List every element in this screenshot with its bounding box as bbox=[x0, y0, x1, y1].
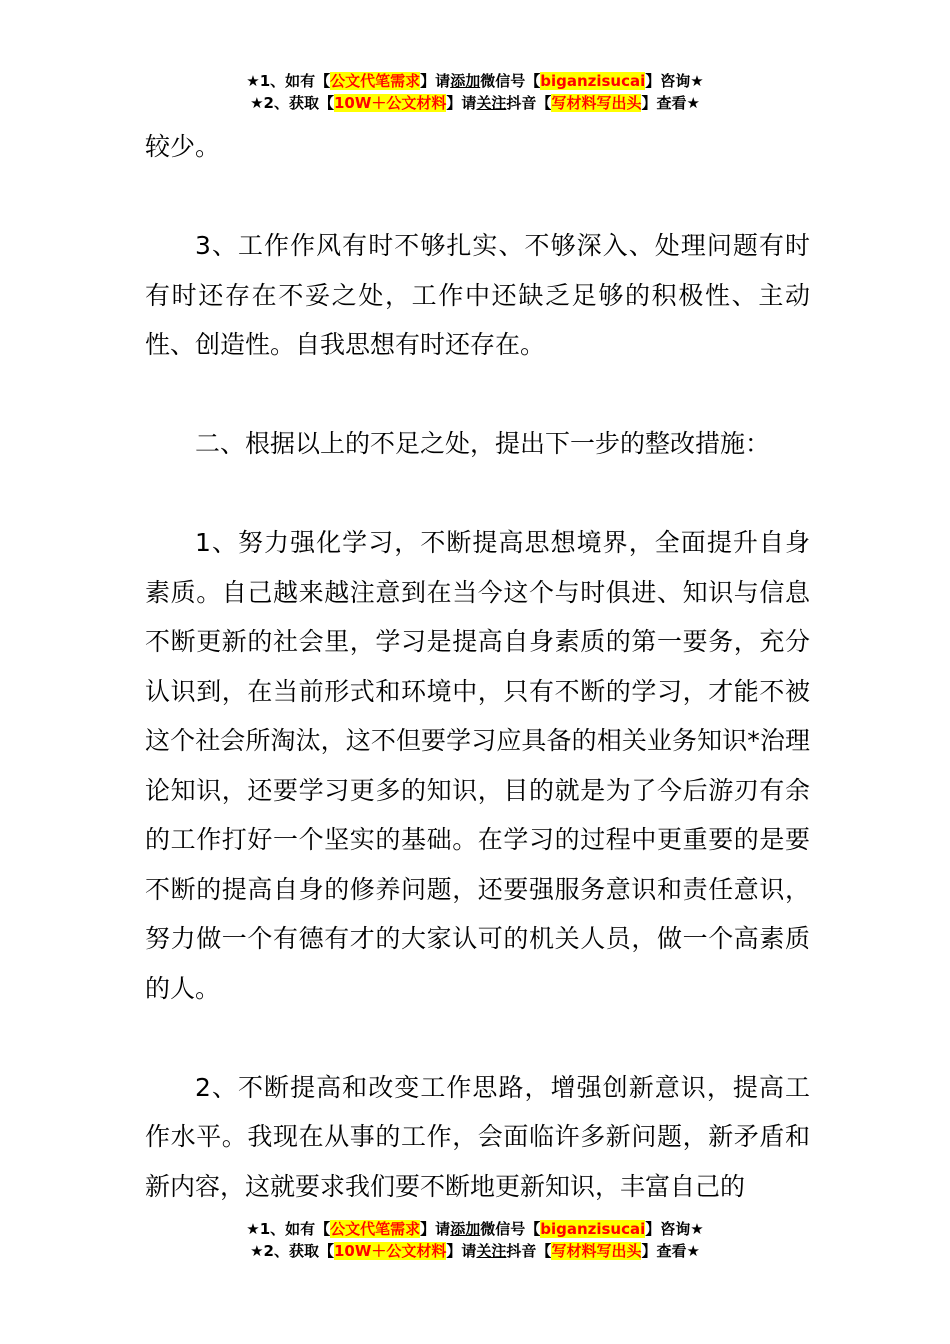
document-body bbox=[145, 122, 810, 1211]
banner-text: 】咨询★ bbox=[645, 1220, 704, 1238]
banner-text: ★1、如有【 bbox=[246, 72, 331, 90]
section-heading: 二、根据以上的不足之处，提出下一步的整改措施： bbox=[195, 429, 771, 458]
banner-text: 】查看★ bbox=[641, 1242, 700, 1260]
banner-text: 关注 bbox=[476, 94, 507, 112]
paragraph-continuation: 较少。 bbox=[145, 132, 221, 161]
highlight-materials: 10W＋公文材料 bbox=[333, 1242, 447, 1260]
paragraph-measure-2: 2、不断提高和改变工作思路，增强创新意识，提高工作水平。我现在从事的工作，会面临许多新问题，新矛盾和新内容，这就要求我们要不断地更新知识，丰富自己的 bbox=[145, 1072, 810, 1201]
paragraph-item-3: 3、工作作风有时不够扎实、不够深入、处理问题有时有时还存在不妥之处，工作中还缺乏足够的积极性、主动性、创造性。自我思想有时还存在。 bbox=[145, 231, 810, 359]
paragraph-measure-1: 1、努力强化学习，不断提高思想境界，全面提升自身素质。自己越来越注意到在当今这个与时俱进、知识与信息不断更新的社会里，学习是提高自身素质的第一要务，充分认识到，在当前形式和环境中，只有不断的学习，才能不被这个社会所淘汰，这不但要学习应具备的相关业务知识*治理论知识，还要学习更多的知识，目的就是为了今后游刃有余的工作打好一个坚实的基础。在学习的过程中更重要的是要不断的提高自身的修养问题，还要强服务意识和责任意识，努力做一个有德有才的大家认可的机关人员，做一个高素质的人。 bbox=[145, 528, 810, 1003]
banner-text: 微信号【 bbox=[480, 1220, 541, 1238]
highlight-wechat-id: biganzisucai bbox=[540, 1220, 646, 1238]
banner-line-1 bbox=[0, 70, 950, 92]
banner-text: 】请 bbox=[420, 1220, 451, 1238]
header-banner bbox=[0, 70, 950, 114]
highlight-douyin: 写材料写出头 bbox=[551, 1242, 642, 1260]
banner-text: 关注 bbox=[476, 1242, 507, 1260]
highlight-service: 公文代笔需求 bbox=[330, 72, 421, 90]
banner-text: ★2、获取【 bbox=[250, 1242, 334, 1260]
highlight-douyin: 写材料写出头 bbox=[551, 94, 642, 112]
banner-text: 添加 bbox=[450, 1220, 481, 1238]
banner-text: 添加 bbox=[450, 72, 481, 90]
banner-line-1 bbox=[0, 1218, 950, 1240]
banner-text: 抖音【 bbox=[506, 1242, 552, 1260]
highlight-wechat-id: biganzisucai bbox=[540, 72, 646, 90]
banner-text: 】查看★ bbox=[641, 94, 700, 112]
footer-banner bbox=[0, 1218, 950, 1262]
highlight-materials: 10W＋公文材料 bbox=[333, 94, 447, 112]
banner-text: 】请 bbox=[420, 72, 451, 90]
banner-line-2 bbox=[0, 1240, 950, 1262]
banner-text: 微信号【 bbox=[480, 72, 541, 90]
banner-text: 】请 bbox=[446, 94, 477, 112]
banner-text: 】请 bbox=[446, 1242, 477, 1260]
banner-text: 抖音【 bbox=[506, 94, 552, 112]
banner-text: ★2、获取【 bbox=[250, 94, 334, 112]
banner-line-2 bbox=[0, 92, 950, 114]
banner-text: ★1、如有【 bbox=[246, 1220, 331, 1238]
highlight-service: 公文代笔需求 bbox=[330, 1220, 421, 1238]
banner-text: 】咨询★ bbox=[645, 72, 704, 90]
